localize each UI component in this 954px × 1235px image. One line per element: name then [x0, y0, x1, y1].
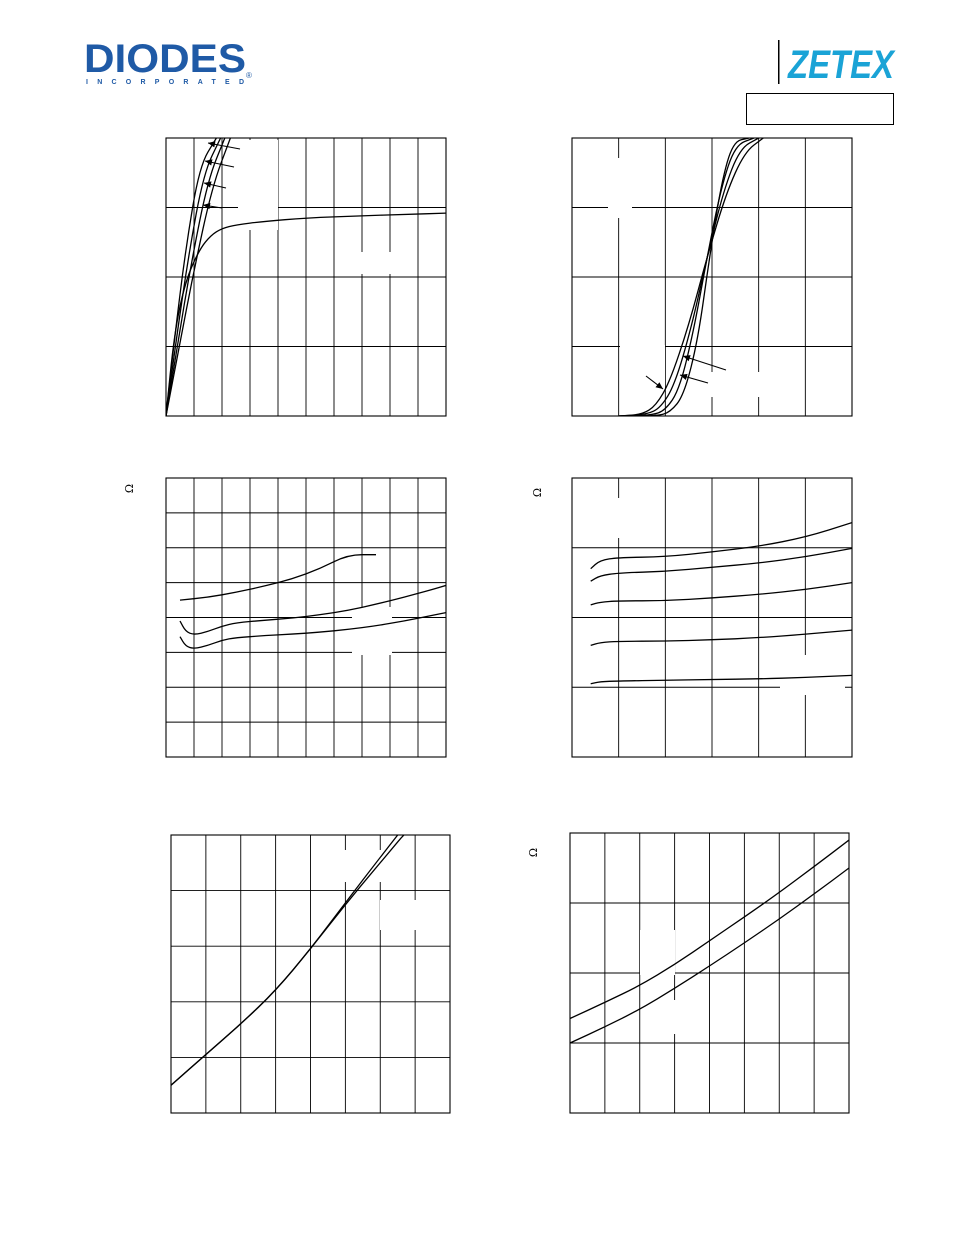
label-area-blank [238, 140, 278, 230]
label-area-blank [343, 850, 381, 882]
label-area-blank [355, 252, 395, 274]
diodes-wordmark: DIODES [84, 37, 246, 81]
label-area-blank [620, 345, 665, 390]
label-area-blank [608, 158, 632, 218]
chart-on-resistance-vs-current [166, 478, 446, 757]
label-area-blank [780, 680, 820, 692]
label-area-blank [660, 1000, 684, 1034]
label-area-blank [640, 930, 675, 975]
ohm-symbol-chart-4: Ω [531, 487, 545, 498]
label-area-blank [380, 900, 420, 930]
series-line-2 [591, 548, 852, 581]
series-line-2 [171, 820, 422, 1085]
label-area-blank [608, 498, 632, 538]
series-line-4 [591, 630, 852, 645]
label-area-blank [352, 607, 392, 655]
label-area-blank [705, 372, 765, 397]
chart-on-resistance-vs-gate-voltage [572, 478, 852, 757]
callout-arrow-head [203, 203, 210, 209]
series-line-3 [591, 583, 852, 605]
chart-normalised-vs-temperature [171, 820, 450, 1113]
registered-mark: ® [246, 71, 252, 80]
ohm-symbol-chart-3: Ω [123, 483, 137, 494]
chart-output-characteristics [166, 138, 446, 416]
series-line-1 [171, 826, 426, 1085]
series-line-2 [180, 585, 446, 634]
zetex-wordmark: ZETEX [787, 43, 896, 87]
chart-transfer-characteristics [572, 138, 852, 416]
chart-resistance-vs-temperature [570, 833, 849, 1113]
diodes-tagline: INCORPORATED [86, 79, 244, 86]
ohm-symbol-chart-6: Ω [527, 847, 541, 858]
